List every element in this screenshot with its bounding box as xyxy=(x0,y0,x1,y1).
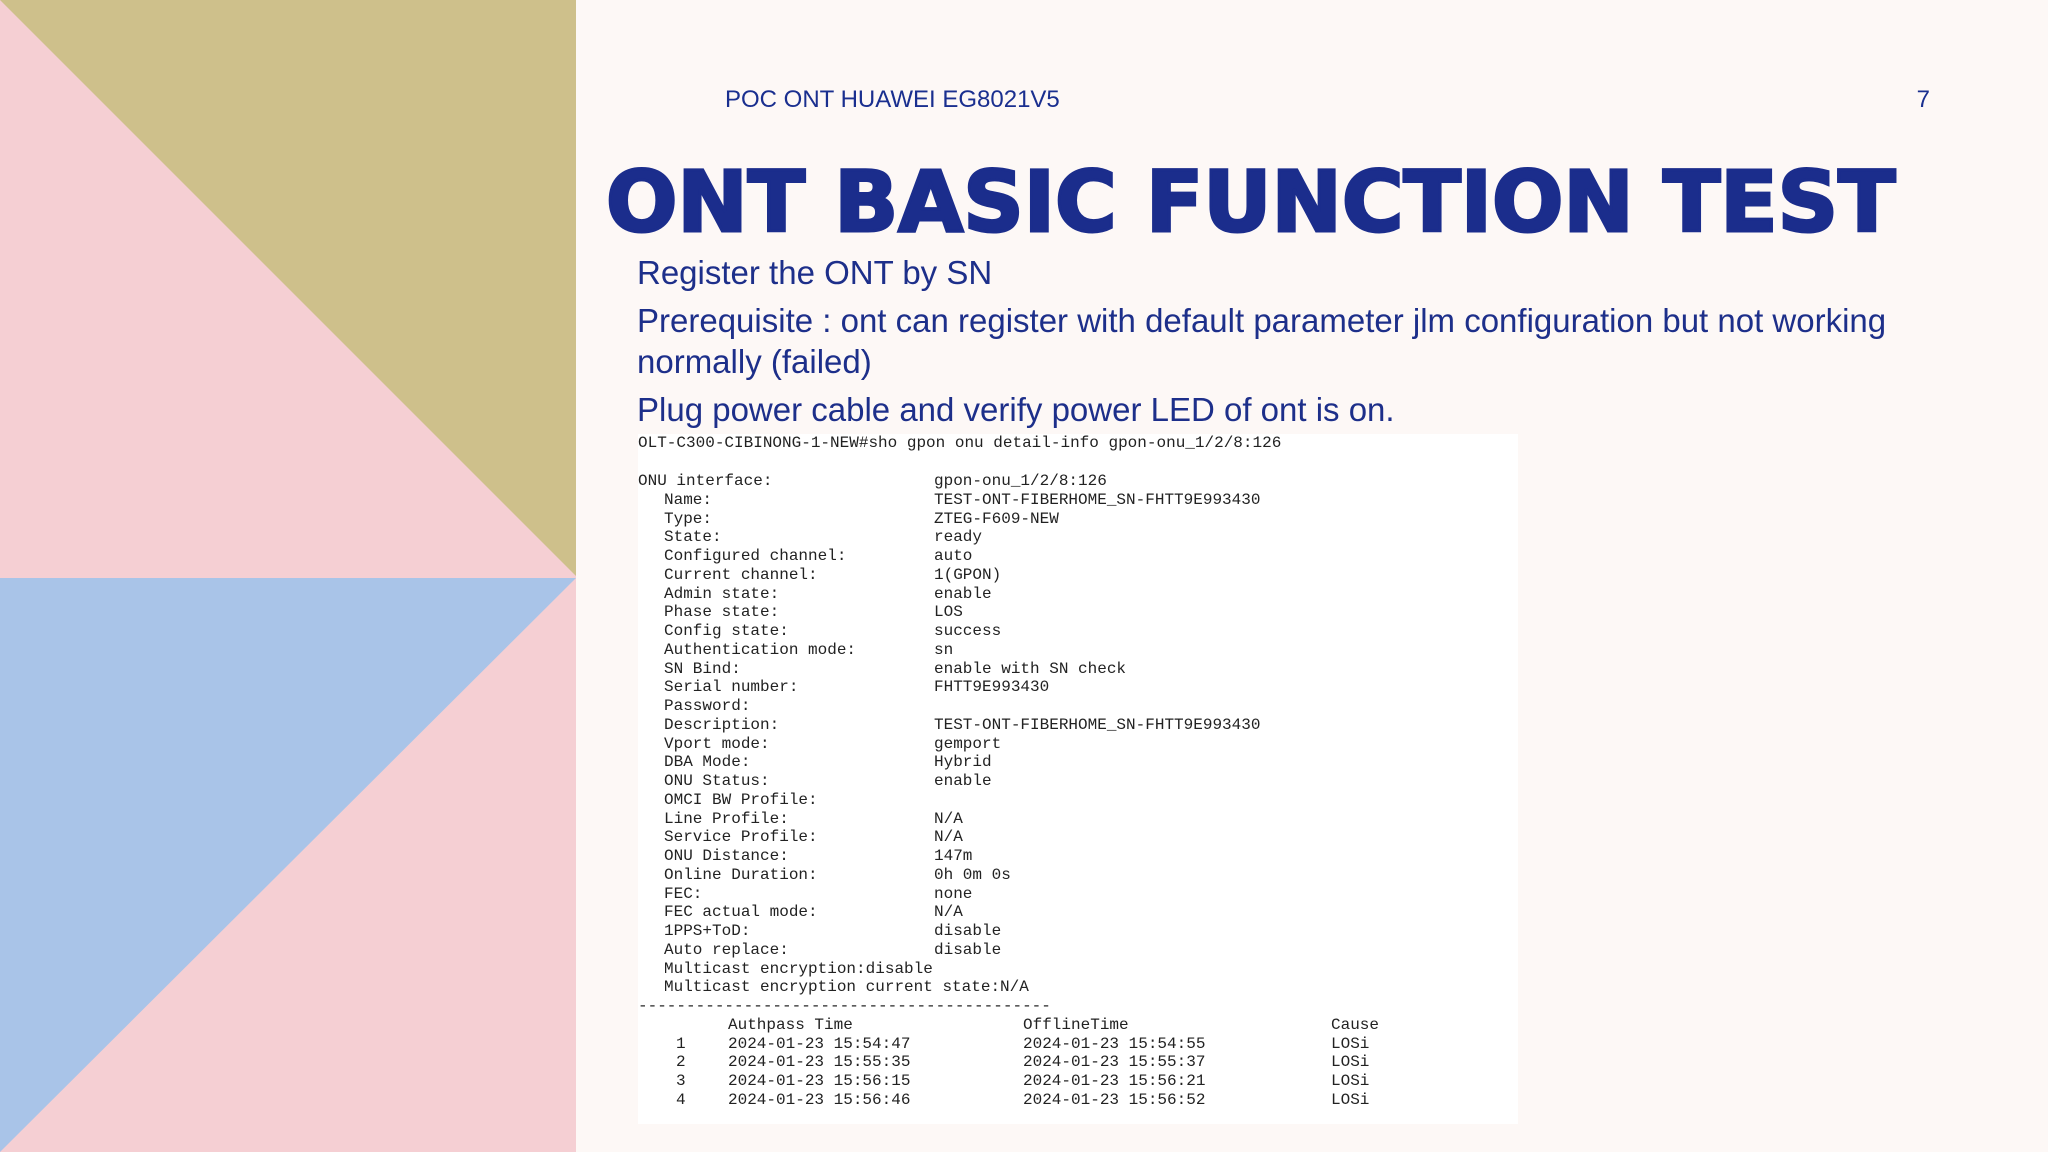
field-key: Vport mode: xyxy=(664,735,770,753)
offline-time: 2024-01-23 15:55:37 xyxy=(1023,1053,1206,1071)
field-key: Auto replace: xyxy=(664,941,789,959)
field-key: DBA Mode: xyxy=(664,753,751,771)
field-key: SN Bind: xyxy=(664,660,741,678)
field-key: Phase state: xyxy=(664,603,780,621)
field-key: ONU interface: xyxy=(638,472,773,490)
cause: LOSi xyxy=(1331,1091,1370,1109)
field-value: TEST-ONT-FIBERHOME_SN-FHTT9E993430 xyxy=(934,716,1261,734)
authpass-time: 2024-01-23 15:55:35 xyxy=(728,1053,911,1071)
field-value: 0h 0m 0s xyxy=(934,866,1011,884)
field-value: enable xyxy=(934,585,992,603)
field-key: Current channel: xyxy=(664,566,818,584)
field-value: success xyxy=(934,622,1002,640)
slide-header xyxy=(725,86,1930,118)
field-key: Admin state: xyxy=(664,585,780,603)
bullet-item: Register the ONT by SN xyxy=(637,254,993,291)
row-number: 2 xyxy=(676,1053,686,1071)
field-key: Password: xyxy=(664,697,751,715)
slide-subtitle: POC ONT HUAWEI EG8021V5 xyxy=(725,86,1060,113)
field-value: N/A xyxy=(934,903,963,921)
authpass-time: 2024-01-23 15:56:15 xyxy=(728,1072,911,1090)
row-number: 1 xyxy=(676,1035,686,1053)
column-header: Cause xyxy=(1331,1016,1380,1034)
slide-title: ONT BASIC FUNCTION TEST xyxy=(606,153,1896,251)
field-value: gpon-onu_1/2/8:126 xyxy=(934,472,1107,490)
separator-line: ------------------------------------------- xyxy=(638,997,1051,1015)
authpass-time: 2024-01-23 15:54:47 xyxy=(728,1035,911,1053)
field-key: Description: xyxy=(664,716,780,734)
field-value: enable with SN check xyxy=(934,660,1127,678)
terminal-output-screenshot xyxy=(638,434,1518,1124)
cause: LOSi xyxy=(1331,1072,1370,1090)
column-header: OfflineTime xyxy=(1023,1016,1129,1034)
field-key: State: xyxy=(664,528,722,546)
field-key: Online Duration: xyxy=(664,866,818,884)
field-value: auto xyxy=(934,547,973,565)
field-key: Config state: xyxy=(664,622,789,640)
field-value: 1(GPON) xyxy=(934,566,1002,584)
row-number: 4 xyxy=(676,1091,686,1109)
field-value: FHTT9E993430 xyxy=(934,678,1050,696)
field-value: Hybrid xyxy=(934,753,992,771)
field-value: N/A xyxy=(934,828,963,846)
field-key: Service Profile: xyxy=(664,828,818,846)
bullet-item: Prerequisite : ont can register with default parameter jlm configuration but not working normally (failed) xyxy=(637,302,1887,380)
bullet-list xyxy=(637,252,1927,437)
field-value: sn xyxy=(934,641,954,659)
field-value: 147m xyxy=(934,847,973,865)
field-key: Serial number: xyxy=(664,678,799,696)
command-line: OLT-C300-CIBINONG-1-NEW#sho gpon onu detail-info gpon-onu_1/2/8:126 xyxy=(638,434,1282,452)
bullet-item: Plug power cable and verify power LED of ont is on. xyxy=(637,391,1395,428)
field-value: ZTEG-F609-NEW xyxy=(934,510,1059,528)
field-key: ONU Status: xyxy=(664,772,770,790)
field-key: FEC actual mode: xyxy=(664,903,818,921)
authpass-time: 2024-01-23 15:56:46 xyxy=(728,1091,911,1109)
field-key: FEC: xyxy=(664,885,703,903)
field-key: Name: xyxy=(664,491,713,509)
field-text: Multicast encryption current state:N/A xyxy=(664,978,1029,996)
row-number: 3 xyxy=(676,1072,686,1090)
decorative-triangles xyxy=(0,0,576,1152)
field-value: none xyxy=(934,885,973,903)
field-key: 1PPS+ToD: xyxy=(664,922,751,940)
field-value: disable xyxy=(934,922,1002,940)
field-value: enable xyxy=(934,772,992,790)
offline-time: 2024-01-23 15:54:55 xyxy=(1023,1035,1206,1053)
field-value: TEST-ONT-FIBERHOME_SN-FHTT9E993430 xyxy=(934,491,1261,509)
field-key: Line Profile: xyxy=(664,810,789,828)
field-value: disable xyxy=(934,941,1002,959)
page-number: 7 xyxy=(1916,86,1930,113)
field-key: Authentication mode: xyxy=(664,641,857,659)
field-value: ready xyxy=(934,528,983,546)
cause: LOSi xyxy=(1331,1053,1370,1071)
column-header: Authpass Time xyxy=(728,1016,853,1034)
field-key: ONU Distance: xyxy=(664,847,789,865)
field-key: Type: xyxy=(664,510,713,528)
offline-time: 2024-01-23 15:56:52 xyxy=(1023,1091,1206,1109)
field-value: N/A xyxy=(934,810,963,828)
field-key: OMCI BW Profile: xyxy=(664,791,818,809)
field-value: LOS xyxy=(934,603,963,621)
field-key: Configured channel: xyxy=(664,547,847,565)
field-text: Multicast encryption:disable xyxy=(664,960,933,978)
offline-time: 2024-01-23 15:56:21 xyxy=(1023,1072,1206,1090)
field-value: gemport xyxy=(934,735,1002,753)
cause: LOSi xyxy=(1331,1035,1370,1053)
